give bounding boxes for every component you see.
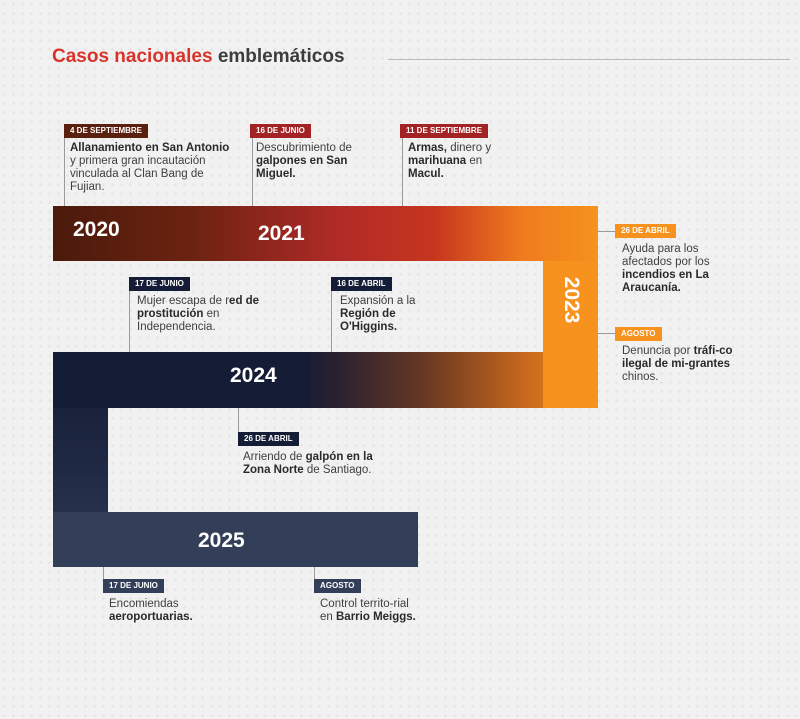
connector-line	[598, 333, 615, 334]
event-description: Arriendo de galpón en la Zona Norte de Santiago.	[243, 451, 373, 476]
connector-line	[402, 138, 403, 206]
connector-line	[598, 231, 615, 232]
event-date-tag: 16 DE ABRIL	[331, 277, 392, 291]
event-date-tag: 16 DE JUNIO	[250, 124, 311, 138]
year-2025: 2025	[198, 529, 245, 552]
event-date-tag: 17 DE JUNIO	[129, 277, 190, 291]
year-2021: 2021	[258, 222, 305, 245]
event-description: Denuncia por tráfi-co ilegal de mi-grantes chinos.	[622, 345, 733, 383]
connector-line	[252, 138, 253, 206]
event-description: Ayuda para los afectados por los incendios en La Araucanía.	[622, 243, 710, 294]
title-rest: emblemáticos	[217, 46, 345, 67]
page-title	[52, 46, 345, 68]
title-highlight: Casos nacionales	[52, 46, 213, 67]
event-date-tag: 26 DE ABRIL	[615, 224, 676, 238]
title-divider	[388, 59, 790, 60]
event-description: Descubrimiento de galpones en San Miguel.	[256, 142, 352, 180]
year-2023: 2023	[560, 276, 583, 324]
connector-line	[129, 291, 130, 352]
event-date-tag: AGOSTO	[314, 579, 361, 593]
event-date-tag: 4 DE SEPTIEMBRE	[64, 124, 148, 138]
event-date-tag: 26 DE ABRIL	[238, 432, 299, 446]
connector-line	[64, 138, 65, 206]
timeline-band-top	[53, 206, 598, 261]
event-description: Mujer escapa de red de prostitución en Independencia.	[137, 295, 260, 333]
event-description: Allanamiento en San Antonio y primera gran incautación vinculada al Clan Bang de Fujian.	[70, 142, 230, 193]
year-2024: 2024	[230, 364, 277, 387]
event-date-tag: 11 DE SEPTIEMBRE	[400, 124, 488, 138]
event-description: Control territo-rial en Barrio Meiggs.	[320, 598, 416, 623]
event-date-tag: AGOSTO	[615, 327, 662, 341]
event-description: Encomiendas aeroportuarias.	[109, 598, 193, 623]
event-description: Expansión a la Región de O'Higgins.	[340, 295, 416, 333]
connector-line	[331, 291, 332, 352]
year-2020: 2020	[73, 218, 120, 241]
event-description: Armas, dinero y marihuana en Macul.	[408, 142, 492, 180]
event-date-tag: 17 DE JUNIO	[103, 579, 164, 593]
